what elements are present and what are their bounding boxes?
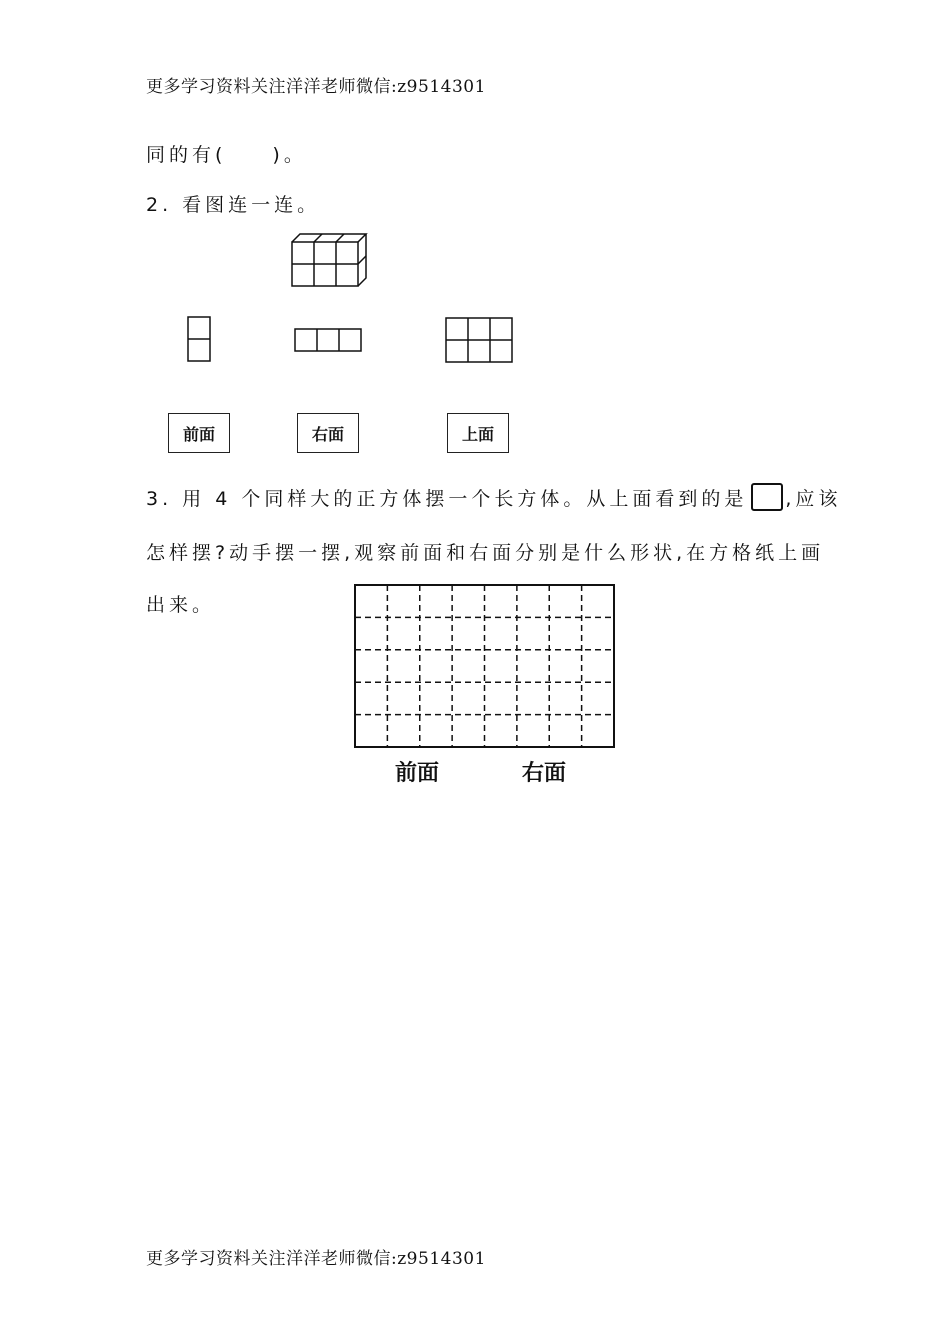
label-top: 上面 bbox=[447, 413, 509, 453]
q3-line-3: 出来。 bbox=[146, 594, 216, 616]
view-shape-1x2 bbox=[187, 316, 213, 364]
grid-label-front: 前面 bbox=[395, 761, 440, 786]
label-right: 右面 bbox=[297, 413, 359, 453]
view-shape-3x2 bbox=[445, 317, 515, 365]
page-header: 更多学习资料关注洋洋老师微信:z9514301 bbox=[146, 77, 486, 97]
q3-line-2: 怎样摆?动手摆一摆,观察前面和右面分别是什么形状,在方格纸上画 bbox=[146, 542, 825, 564]
page-footer: 更多学习资料关注洋洋老师微信:z9514301 bbox=[146, 1249, 486, 1269]
grid-paper bbox=[354, 584, 616, 749]
square-icon bbox=[751, 483, 783, 511]
q3-line-1-before: 3. 用 4 个同样大的正方体摆一个长方体。从上面看到的是 bbox=[146, 488, 748, 510]
cuboid-drawing bbox=[290, 232, 370, 292]
q1-tail-text: 同的有( )。 bbox=[146, 144, 307, 166]
q2-title: 2. 看图连一连。 bbox=[146, 194, 321, 216]
view-shape-3x1 bbox=[294, 328, 364, 354]
q3-line-1 bbox=[146, 484, 841, 514]
grid-label-right: 右面 bbox=[522, 761, 567, 786]
q3-line-1-after: ,应该 bbox=[785, 488, 842, 510]
label-front: 前面 bbox=[168, 413, 230, 453]
